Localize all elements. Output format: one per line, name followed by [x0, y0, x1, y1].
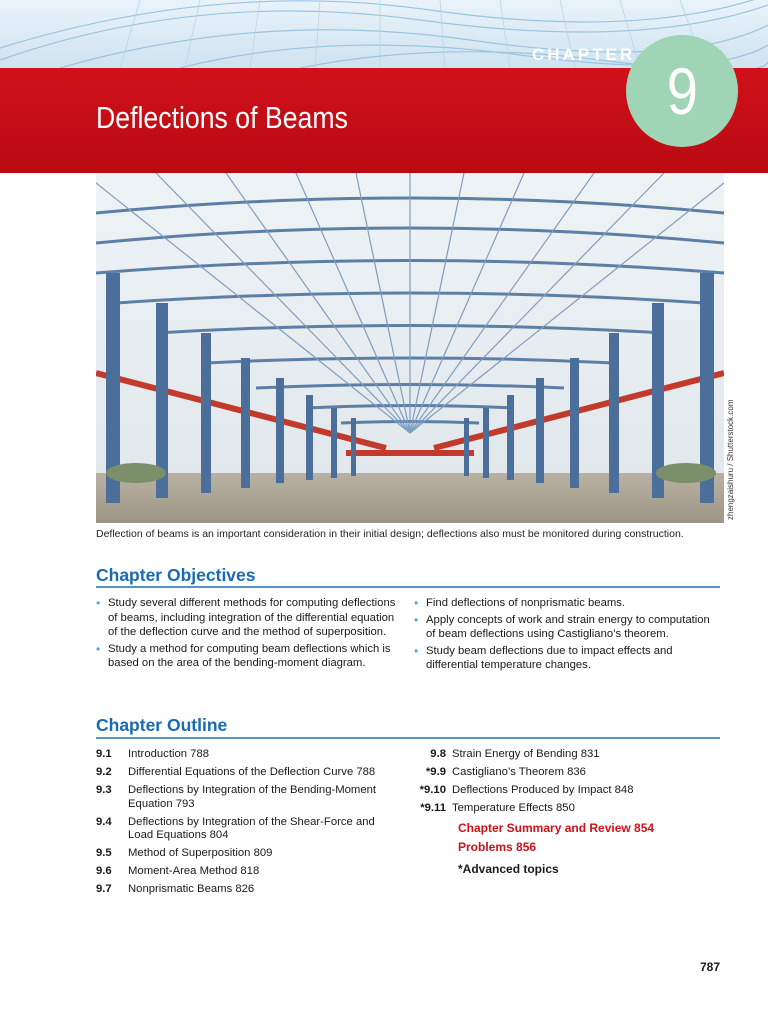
objectives-heading: Chapter Objectives [96, 565, 256, 585]
advanced-topics-note: *Advanced topics [458, 861, 559, 876]
outline-entry[interactable]: *9.11 Temperature Effects 850 [420, 802, 575, 814]
objective-item: • Study beam deflections due to impact effects and differential temperature changes. [414, 643, 673, 671]
bullet-icon: • [414, 612, 419, 627]
chapter-number-badge [626, 35, 738, 147]
objectives-right-column [414, 596, 714, 675]
outline-entry[interactable]: 9.4 Deflections by Integration of the Shear-Force and Load Equations 804 [96, 815, 375, 841]
objectives-left-column [96, 596, 396, 673]
outline-entry[interactable]: 9.3 Deflections by Integration of the Bending-Moment Equation 793 [96, 784, 377, 810]
objective-item: • Find deflections of nonprismatic beams. [414, 596, 626, 610]
summary-link[interactable]: Chapter Summary and Review 854 [458, 820, 655, 835]
bullet-icon: • [414, 596, 419, 610]
objective-item: • Apply concepts of work and strain energy to computation of beam deflections using Castigliano’s theorem. [414, 612, 710, 640]
outline-right-column [414, 748, 714, 876]
chapter-title: Deflections of Beams [96, 100, 348, 135]
page-number: 787 [700, 960, 721, 974]
outline-heading: Chapter Outline [96, 715, 228, 735]
outline-entry[interactable]: 9.6 Moment-Area Method 818 [96, 865, 260, 877]
outline-entry[interactable]: 9.1 Introduction 788 [96, 748, 210, 760]
outline-entry[interactable]: 9.2 Differential Equations of the Deflection Curve 788 [96, 766, 376, 778]
problems-link[interactable]: Problems 856 [458, 840, 537, 854]
bullet-icon: • [96, 641, 101, 656]
outline-left-column [96, 748, 391, 901]
objective-item: • Study a method for computing beam deflections which is based on the area of the bending-moment diagram. [96, 641, 391, 669]
chapter-label: CHAPTER [532, 45, 636, 64]
outline-entry[interactable]: 9.5 Method of Superposition 809 [96, 847, 273, 859]
figure-caption: Deflection of beams is an important consideration in their initial design; deflections also must be monitored during construction. [96, 528, 684, 540]
photo-credit-text: zhengzaishuru / Shutterstock.com [726, 399, 735, 520]
photo-credit [726, 399, 740, 525]
outline-entry[interactable]: *9.10 Deflections Produced by Impact 848 [419, 784, 634, 796]
objective-item: • Study several different methods for computing deflections of beams, including integration of the differential equation of the deflection curve and the method of superposition. [96, 596, 396, 638]
outline-entry[interactable]: *9.9 Castigliano’s Theorem 836 [425, 766, 586, 778]
outline-entry[interactable]: 9.8 Strain Energy of Bending 831 [430, 748, 600, 760]
outline-entry[interactable]: 9.7 Nonprismatic Beams 826 [96, 883, 255, 895]
outline-rule [96, 737, 720, 739]
bullet-icon: • [414, 643, 419, 658]
bullet-icon: • [96, 596, 101, 610]
steel-structure-photo [96, 173, 724, 523]
chapter-number: 9 [666, 54, 698, 128]
objectives-rule [96, 586, 720, 588]
